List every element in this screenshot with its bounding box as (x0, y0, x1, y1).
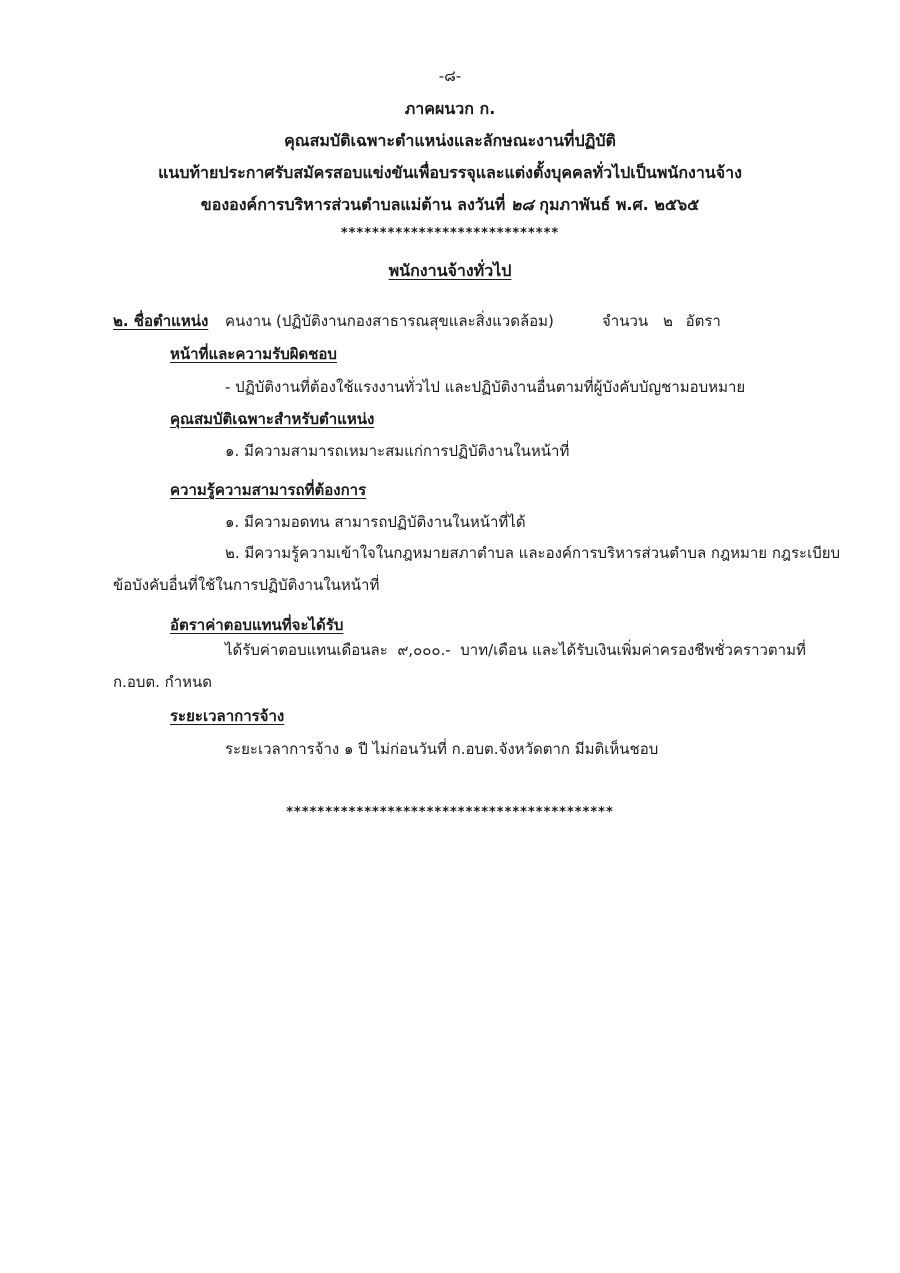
position-count (602, 309, 721, 333)
title-line-3 (0, 193, 900, 218)
position-label (113, 309, 208, 333)
duration-line-1: ระยะเวลาการจ้าง ๑ ปี ไม่ก่อนวันที่ ก.อบต.จังหวัดตาก มีมติเห็นชอบ (225, 740, 659, 758)
position-count-unit: อัตรา (685, 312, 721, 330)
position-name: คนงาน (ปฏิบัติงานกองสาธารณสุขและสิ่งแวดล้อม) (225, 312, 554, 330)
title-line-1: คุณสมบัติเฉพาะตำแหน่งและลักษณะงานที่ปฏิบัติ (284, 131, 616, 150)
compensation-line-1: ได้รับค่าตอบแทนเดือนละ ๙,๐๐๐.- บาท/เดือน และได้รับเงินเพิ่มค่าครองชีพชั่วคราวตามที่ (225, 641, 806, 659)
title-line-3-suffix: กุมภาพันธ์ พ.ศ. ๒๕๖๕ (539, 195, 700, 214)
qualifications-heading: คุณสมบัติเฉพาะสำหรับตำแหน่ง (170, 410, 375, 428)
title-line-2: แนบท้ายประกาศรับสมัครสอบแข่งขันเพื่อบรรจุและแต่งตั้งบุคคลทั่วไปเป็นพนักงานจ้าง (158, 163, 742, 182)
title-line-3-prefix: ขององค์การบริหารส่วนตำบลแม่ต้าน ลงวันที่ (200, 195, 506, 214)
qualifications-item-1: ๑. มีความสามารถเหมาะสมแก่การปฏิบัติงานในหน้าที่ (225, 442, 570, 460)
compensation-heading: อัตราค่าตอบแทนที่จะได้รับ (170, 616, 344, 634)
knowledge-heading: ความรู้ความสามารถที่ต้องการ (170, 481, 367, 499)
compensation-line-2: ก.อบต. กำหนด (113, 673, 213, 691)
duties-item-1: - ปฏิบัติงานที่ต้องใช้แรงงานทั่วไป และปฏิบัติงานอื่นตามที่ผู้บังคับบัญชามอบหมาย (225, 378, 746, 396)
page-number: -๘- (438, 67, 462, 85)
position-count-value: ๒ (662, 312, 673, 330)
position-count-label: จำนวน (602, 312, 649, 330)
duration-heading: ระยะเวลาการจ้าง (170, 707, 285, 725)
section-title: พนักงานจ้างทั่วไป (388, 261, 512, 280)
knowledge-item-2-line-2: ข้อบังคับอื่นที่ใช้ในการปฏิบัติงานในหน้าที่ (113, 576, 380, 594)
appendix-label: ภาคผนวก ก. (404, 99, 496, 118)
duties-heading: หน้าที่และความรับผิดชอบ (170, 345, 337, 363)
position-label-text: ๒. ชื่อตำแหน่ง (113, 312, 209, 330)
handwritten-day: ๒๘ (510, 195, 534, 214)
separator-top: **************************** (340, 226, 560, 241)
knowledge-item-1: ๑. มีความอดทน สามารถปฏิบัติงานในหน้าที่ได้ (225, 513, 526, 531)
knowledge-item-2-line-1: ๒. มีความรู้ความเข้าใจในกฎหมายสภาตำบล และองค์การบริหารส่วนตำบล กฎหมาย กฎระเบียบ (225, 544, 841, 562)
separator-bottom: ****************************************** (286, 805, 614, 820)
